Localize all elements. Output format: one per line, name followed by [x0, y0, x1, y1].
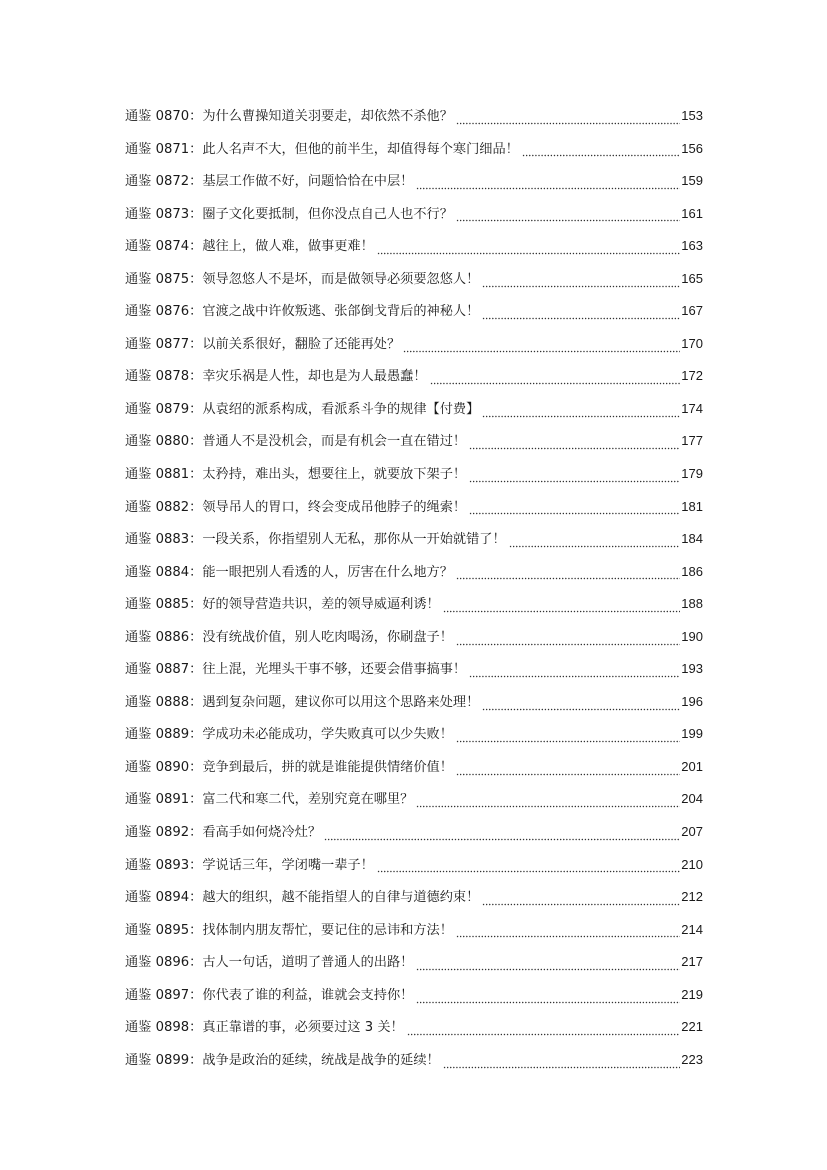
- entry-page-number: 196: [681, 693, 703, 709]
- dot-leader: [482, 314, 680, 324]
- entry-code: 通鉴 0880：: [125, 434, 203, 450]
- toc-entry-20[interactable]: [125, 755, 703, 788]
- toc-entry-1[interactable]: [125, 137, 703, 170]
- entry-page-number: 207: [681, 824, 703, 840]
- dot-leader: [377, 867, 681, 877]
- entry-page-number: 223: [681, 1051, 703, 1067]
- toc-entry-3[interactable]: [125, 202, 703, 235]
- dot-leader: [469, 672, 680, 682]
- toc-entry-13[interactable]: [125, 527, 703, 560]
- entry-page-number: 156: [681, 140, 703, 156]
- entry-code: 通鉴 0876：: [125, 304, 203, 320]
- entry-code: 通鉴 0899：: [125, 1052, 203, 1068]
- table-of-contents: [125, 104, 703, 1080]
- entry-page-number: 212: [681, 889, 703, 905]
- dot-leader: [509, 541, 681, 551]
- toc-entry-14[interactable]: [125, 560, 703, 593]
- toc-entry-7[interactable]: [125, 332, 703, 365]
- entry-title: 太矜持，难出头，想要往上，就要放下架子！: [202, 467, 467, 483]
- entry-page-number: 186: [681, 563, 703, 579]
- dot-leader: [456, 118, 680, 128]
- toc-entry-9[interactable]: [125, 397, 703, 430]
- entry-code: 通鉴 0875：: [125, 271, 203, 287]
- entry-title: 好的领导营造共识，差的领导威逼利诱！: [202, 597, 440, 613]
- entry-page-number: 210: [681, 856, 703, 872]
- entry-code: 通鉴 0874：: [125, 239, 203, 255]
- dot-leader: [416, 802, 680, 812]
- entry-page-number: 190: [681, 628, 703, 644]
- entry-page-number: 170: [681, 335, 703, 351]
- dot-leader: [482, 411, 680, 421]
- entry-code: 通鉴 0896：: [125, 955, 203, 971]
- dot-leader: [482, 281, 680, 291]
- entry-title: 领导吊人的胃口，终会变成吊他脖子的绳索！: [202, 499, 467, 515]
- entry-code: 通鉴 0890：: [125, 759, 203, 775]
- toc-entry-26[interactable]: [125, 950, 703, 983]
- toc-entry-25[interactable]: [125, 918, 703, 951]
- entry-code: 通鉴 0883：: [125, 532, 203, 548]
- entry-page-number: 161: [681, 205, 703, 221]
- entry-title: 没有统战价值，别人吃肉喝汤，你刷盘子！: [202, 629, 453, 645]
- entry-code: 通鉴 0886：: [125, 629, 203, 645]
- entry-code: 通鉴 0877：: [125, 336, 203, 352]
- entry-title: 此人名声不大，但他的前半生，却值得每个寒门细品！: [202, 141, 519, 157]
- toc-entry-19[interactable]: [125, 722, 703, 755]
- dot-leader: [456, 932, 680, 942]
- entry-code: 通鉴 0882：: [125, 499, 203, 515]
- entry-page-number: 167: [681, 303, 703, 319]
- entry-title: 越大的组织，越不能指望人的自律与道德约束！: [202, 890, 480, 906]
- entry-page-number: 184: [681, 531, 703, 547]
- entry-page-number: 204: [681, 791, 703, 807]
- toc-entry-4[interactable]: [125, 234, 703, 267]
- entry-code: 通鉴 0894：: [125, 890, 203, 906]
- entry-title: 领导忽悠人不是坏，而是做领导必须要忽悠人！: [202, 271, 480, 287]
- entry-page-number: 177: [681, 433, 703, 449]
- dot-leader: [416, 183, 680, 193]
- entry-code: 通鉴 0885：: [125, 597, 203, 613]
- entry-title: 学成功未必能成功，学失败真可以少失败！: [202, 727, 453, 743]
- entry-code: 通鉴 0878：: [125, 369, 203, 385]
- dot-leader: [469, 444, 680, 454]
- entry-code: 通鉴 0895：: [125, 922, 203, 938]
- entry-title: 学说话三年，学闭嘴一辈子！: [202, 857, 374, 873]
- entry-page-number: 199: [681, 726, 703, 742]
- dot-leader: [324, 834, 680, 844]
- entry-page-number: 181: [681, 498, 703, 514]
- entry-code: 通鉴 0870：: [125, 109, 203, 124]
- entry-page-number: 214: [681, 921, 703, 937]
- entry-title: 以前关系很好，翻脸了还能再处？: [202, 336, 401, 352]
- dot-leader: [456, 216, 680, 226]
- toc-entry-17[interactable]: [125, 657, 703, 690]
- toc-entry-24[interactable]: [125, 885, 703, 918]
- dot-leader: [407, 1030, 681, 1040]
- entry-code: 通鉴 0889：: [125, 727, 203, 743]
- entry-title: 往上混，光埋头干事不够，还要会借事搞事！: [202, 662, 467, 678]
- dot-leader: [522, 151, 680, 161]
- entry-page-number: 219: [681, 986, 703, 1002]
- entry-code: 通鉴 0888：: [125, 694, 203, 710]
- entry-title: 幸灾乐祸是人性，却也是为人最愚蠢！: [202, 369, 427, 385]
- dot-leader: [403, 346, 680, 356]
- entry-code: 通鉴 0892：: [125, 825, 203, 841]
- entry-title: 战争是政治的延续，统战是战争的延续！: [202, 1052, 440, 1068]
- entry-page-number: 159: [681, 173, 703, 189]
- entry-title: 一段关系，你指望别人无私，那你从一开始就错了！: [202, 532, 506, 548]
- entry-title: 基层工作做不好，问题恰恰在中层！: [202, 174, 414, 190]
- entry-title: 遇到复杂问题，建议你可以用这个思路来处理！: [202, 694, 480, 710]
- entry-title: 为什么曹操知道关羽要走，却依然不杀他？: [202, 109, 453, 124]
- entry-title: 竞争到最后，拼的就是谁能提供情绪价值！: [202, 759, 453, 775]
- dot-leader: [416, 997, 680, 1007]
- dot-leader: [416, 964, 680, 974]
- toc-entry-12[interactable]: [125, 495, 703, 528]
- entry-title: 古人一句话，道明了普通人的出路！: [202, 955, 414, 971]
- entry-code: 通鉴 0879：: [125, 401, 203, 417]
- dot-leader: [469, 509, 680, 519]
- dot-leader: [443, 1062, 681, 1072]
- entry-title: 真正靠谱的事，必须要过这 3 关！: [202, 1020, 404, 1036]
- entry-page-number: 163: [681, 238, 703, 254]
- dot-leader: [456, 639, 680, 649]
- entry-title: 圈子文化要抵制，但你没点自己人也不行？: [202, 206, 453, 222]
- toc-entry-23[interactable]: [125, 853, 703, 886]
- dot-leader: [443, 606, 681, 616]
- toc-entry-8[interactable]: [125, 364, 703, 397]
- entry-code: 通鉴 0897：: [125, 987, 203, 1003]
- toc-entry-27[interactable]: [125, 983, 703, 1016]
- toc-entry-16[interactable]: [125, 625, 703, 658]
- entry-page-number: 221: [681, 1019, 703, 1035]
- dot-leader: [482, 899, 680, 909]
- dot-leader: [456, 737, 680, 747]
- entry-title: 看高手如何烧冷灶？: [202, 825, 322, 841]
- toc-entry-10[interactable]: [125, 429, 703, 462]
- entry-code: 通鉴 0898：: [125, 1020, 203, 1036]
- toc-entry-11[interactable]: [125, 462, 703, 495]
- entry-title: 越往上，做人难，做事更难！: [202, 239, 374, 255]
- entry-code: 通鉴 0887：: [125, 662, 203, 678]
- entry-page-number: 193: [681, 661, 703, 677]
- entry-code: 通鉴 0873：: [125, 206, 203, 222]
- entry-title: 富二代和寒二代，差别究竟在哪里？: [202, 792, 414, 808]
- entry-page-number: 174: [681, 400, 703, 416]
- dot-leader: [482, 704, 680, 714]
- entry-page-number: 201: [681, 758, 703, 774]
- toc-entry-18[interactable]: [125, 690, 703, 723]
- toc-entry-22[interactable]: [125, 820, 703, 853]
- entry-page-number: 172: [681, 368, 703, 384]
- entry-code: 通鉴 0893：: [125, 857, 203, 873]
- toc-entry-29[interactable]: [125, 1048, 703, 1081]
- dot-leader: [430, 379, 681, 389]
- dot-leader: [456, 769, 680, 779]
- dot-leader: [469, 476, 680, 486]
- entry-code: 通鉴 0871：: [125, 141, 203, 157]
- toc-entry-21[interactable]: [125, 787, 703, 820]
- toc-entry-6[interactable]: [125, 299, 703, 332]
- entry-page-number: 217: [681, 954, 703, 970]
- entry-page-number: 165: [681, 270, 703, 286]
- entry-code: 通鉴 0872：: [125, 174, 203, 190]
- toc-entry-28[interactable]: [125, 1015, 703, 1048]
- toc-entry-15[interactable]: [125, 592, 703, 625]
- toc-entry-5[interactable]: [125, 267, 703, 300]
- entry-page-number: 179: [681, 466, 703, 482]
- entry-title: 官渡之战中许攸叛逃、张郃倒戈背后的神秘人！: [202, 304, 480, 320]
- entry-page-number: 153: [681, 108, 703, 123]
- dot-leader: [456, 574, 680, 584]
- toc-entry-2[interactable]: [125, 169, 703, 202]
- toc-entry-0[interactable]: [125, 104, 703, 137]
- entry-title: 从袁绍的派系构成，看派系斗争的规律【付费】: [202, 401, 480, 417]
- entry-title: 找体制内朋友帮忙，要记住的忌讳和方法！: [202, 922, 453, 938]
- entry-title: 普通人不是没机会，而是有机会一直在错过！: [202, 434, 467, 450]
- entry-title: 能一眼把别人看透的人，厉害在什么地方？: [202, 564, 453, 580]
- entry-code: 通鉴 0881：: [125, 467, 203, 483]
- dot-leader: [377, 248, 681, 258]
- entry-code: 通鉴 0891：: [125, 792, 203, 808]
- entry-code: 通鉴 0884：: [125, 564, 203, 580]
- entry-page-number: 188: [681, 596, 703, 612]
- entry-title: 你代表了谁的利益，谁就会支持你！: [202, 987, 414, 1003]
